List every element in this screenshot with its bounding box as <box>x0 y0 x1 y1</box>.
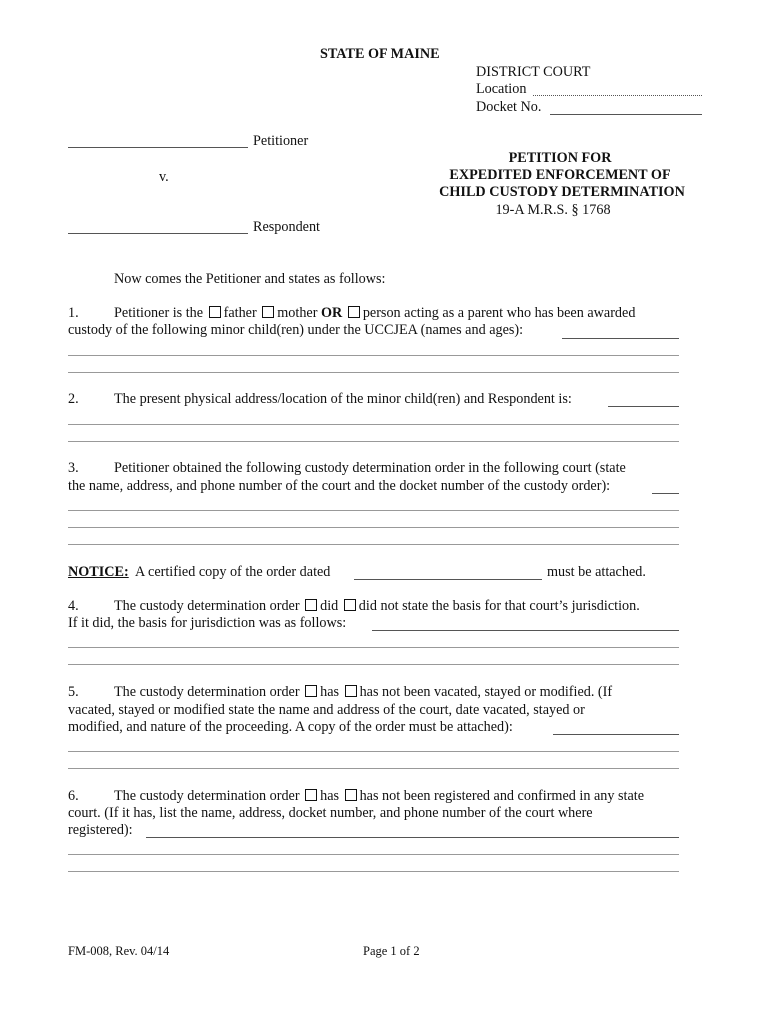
title-line-2: EXPEDITED ENFORCEMENT OF <box>449 167 671 183</box>
item-4-line-2: If it did, the basis for jurisdiction was as follows: <box>68 615 347 631</box>
item-3-line-2: the name, address, and phone number of the court and the docket number of the custody order): <box>68 478 611 494</box>
did-checkbox[interactable] <box>305 599 317 611</box>
item-4-lead: The custody determination order <box>114 598 300 614</box>
item-4-number: 4. <box>68 598 79 614</box>
item-5-line-2: vacated, stayed or modified state the name and address of the court, date vacated, stayed or <box>68 702 585 718</box>
item-1-blank-line[interactable] <box>68 355 679 356</box>
item-2-number: 2. <box>68 391 79 407</box>
registration-field[interactable] <box>146 837 679 838</box>
item-2-text: The present physical address/location of the minor child(ren) and Respondent is: <box>114 391 572 407</box>
item-2-blank-line[interactable] <box>68 424 679 425</box>
intro-text: Now comes the Petitioner and states as follows: <box>114 271 386 287</box>
item-6-line-1 <box>114 788 644 805</box>
versus-label: v. <box>159 169 169 185</box>
father-option: father <box>223 305 257 321</box>
mother-option: mother <box>277 305 318 321</box>
petitioner-label: Petitioner <box>253 133 309 149</box>
item-5-lead: The custody determination order <box>114 684 300 700</box>
court-name: DISTRICT COURT <box>476 64 591 80</box>
item-6-number: 6. <box>68 788 79 804</box>
location-field[interactable] <box>533 95 702 96</box>
mother-checkbox[interactable] <box>262 306 274 318</box>
item-6-line-2: court. (If it has, list the name, address, docket number, and phone number of the court where <box>68 805 593 821</box>
notice-tail: must be attached. <box>547 564 646 580</box>
item-3-number: 3. <box>68 460 79 476</box>
item-6-line-3: registered): <box>68 822 133 838</box>
item-5-line-1 <box>114 684 612 701</box>
item-1-blank-line[interactable] <box>68 372 679 373</box>
respondent-label: Respondent <box>253 219 320 235</box>
court-info-field[interactable] <box>652 493 679 494</box>
item-2-blank-line[interactable] <box>68 441 679 442</box>
address-field[interactable] <box>608 406 679 407</box>
docket-field[interactable] <box>550 114 702 115</box>
item-5-number: 5. <box>68 684 79 700</box>
title-line-1: PETITION FOR <box>508 150 612 166</box>
notice-line <box>68 564 330 581</box>
item-6-lead: The custody determination order <box>114 788 300 804</box>
did-not-checkbox[interactable] <box>344 599 356 611</box>
item-6-blank-line[interactable] <box>68 871 679 872</box>
item-4-blank-line[interactable] <box>68 664 679 665</box>
item-1-number: 1. <box>68 305 79 321</box>
notice-label: NOTICE: <box>68 564 129 580</box>
registered-has-option: has <box>320 788 340 804</box>
item-5-line-3: modified, and nature of the proceeding. A copy of the order must be attached): <box>68 719 513 735</box>
did-not-option: did not state the basis for that court’s jurisdiction. <box>358 598 640 614</box>
form-id: FM-008, Rev. 04/14 <box>68 944 170 958</box>
docket-label: Docket No. <box>476 99 542 115</box>
person-acting-checkbox[interactable] <box>348 306 360 318</box>
statute-citation: 19-A M.R.S. § 1768 <box>495 202 611 218</box>
did-option: did <box>320 598 339 614</box>
respondent-name-field[interactable] <box>68 233 248 234</box>
vacated-has-not-checkbox[interactable] <box>345 685 357 697</box>
location-label: Location <box>476 81 527 97</box>
item-1-lead: Petitioner is the <box>114 305 204 321</box>
registered-has-not-option: has not been registered and confirmed in any state <box>359 788 645 804</box>
item-4-line-1 <box>114 598 640 615</box>
vacated-details-field[interactable] <box>553 734 679 735</box>
notice-text: A certified copy of the order dated <box>135 564 331 580</box>
item-1-line-1 <box>114 305 635 322</box>
vacated-has-checkbox[interactable] <box>305 685 317 697</box>
person-acting-option: person acting as a parent who has been awarded <box>362 305 636 321</box>
item-5-blank-line[interactable] <box>68 751 679 752</box>
father-checkbox[interactable] <box>209 306 221 318</box>
petitioner-name-field[interactable] <box>68 147 248 148</box>
vacated-has-not-option: has not been vacated, stayed or modified. (If <box>359 684 613 700</box>
order-date-field[interactable] <box>354 579 542 580</box>
item-3-blank-line[interactable] <box>68 510 679 511</box>
title-line-3: CHILD CUSTODY DETERMINATION <box>439 184 685 200</box>
registered-has-checkbox[interactable] <box>305 789 317 801</box>
or-label: OR <box>320 305 343 321</box>
vacated-has-option: has <box>320 684 340 700</box>
page-number: Page 1 of 2 <box>363 944 420 958</box>
children-field[interactable] <box>562 338 679 339</box>
item-3-blank-line[interactable] <box>68 544 679 545</box>
item-6-blank-line[interactable] <box>68 854 679 855</box>
item-3-line-1: Petitioner obtained the following custody determination order in the following court (state <box>114 460 626 476</box>
item-1-line-2: custody of the following minor child(ren) under the UCCJEA (names and ages): <box>68 322 524 338</box>
item-5-blank-line[interactable] <box>68 768 679 769</box>
registered-has-not-checkbox[interactable] <box>345 789 357 801</box>
jurisdiction-field[interactable] <box>372 630 679 631</box>
state-heading: STATE OF MAINE <box>320 46 440 62</box>
item-4-blank-line[interactable] <box>68 647 679 648</box>
item-3-blank-line[interactable] <box>68 527 679 528</box>
